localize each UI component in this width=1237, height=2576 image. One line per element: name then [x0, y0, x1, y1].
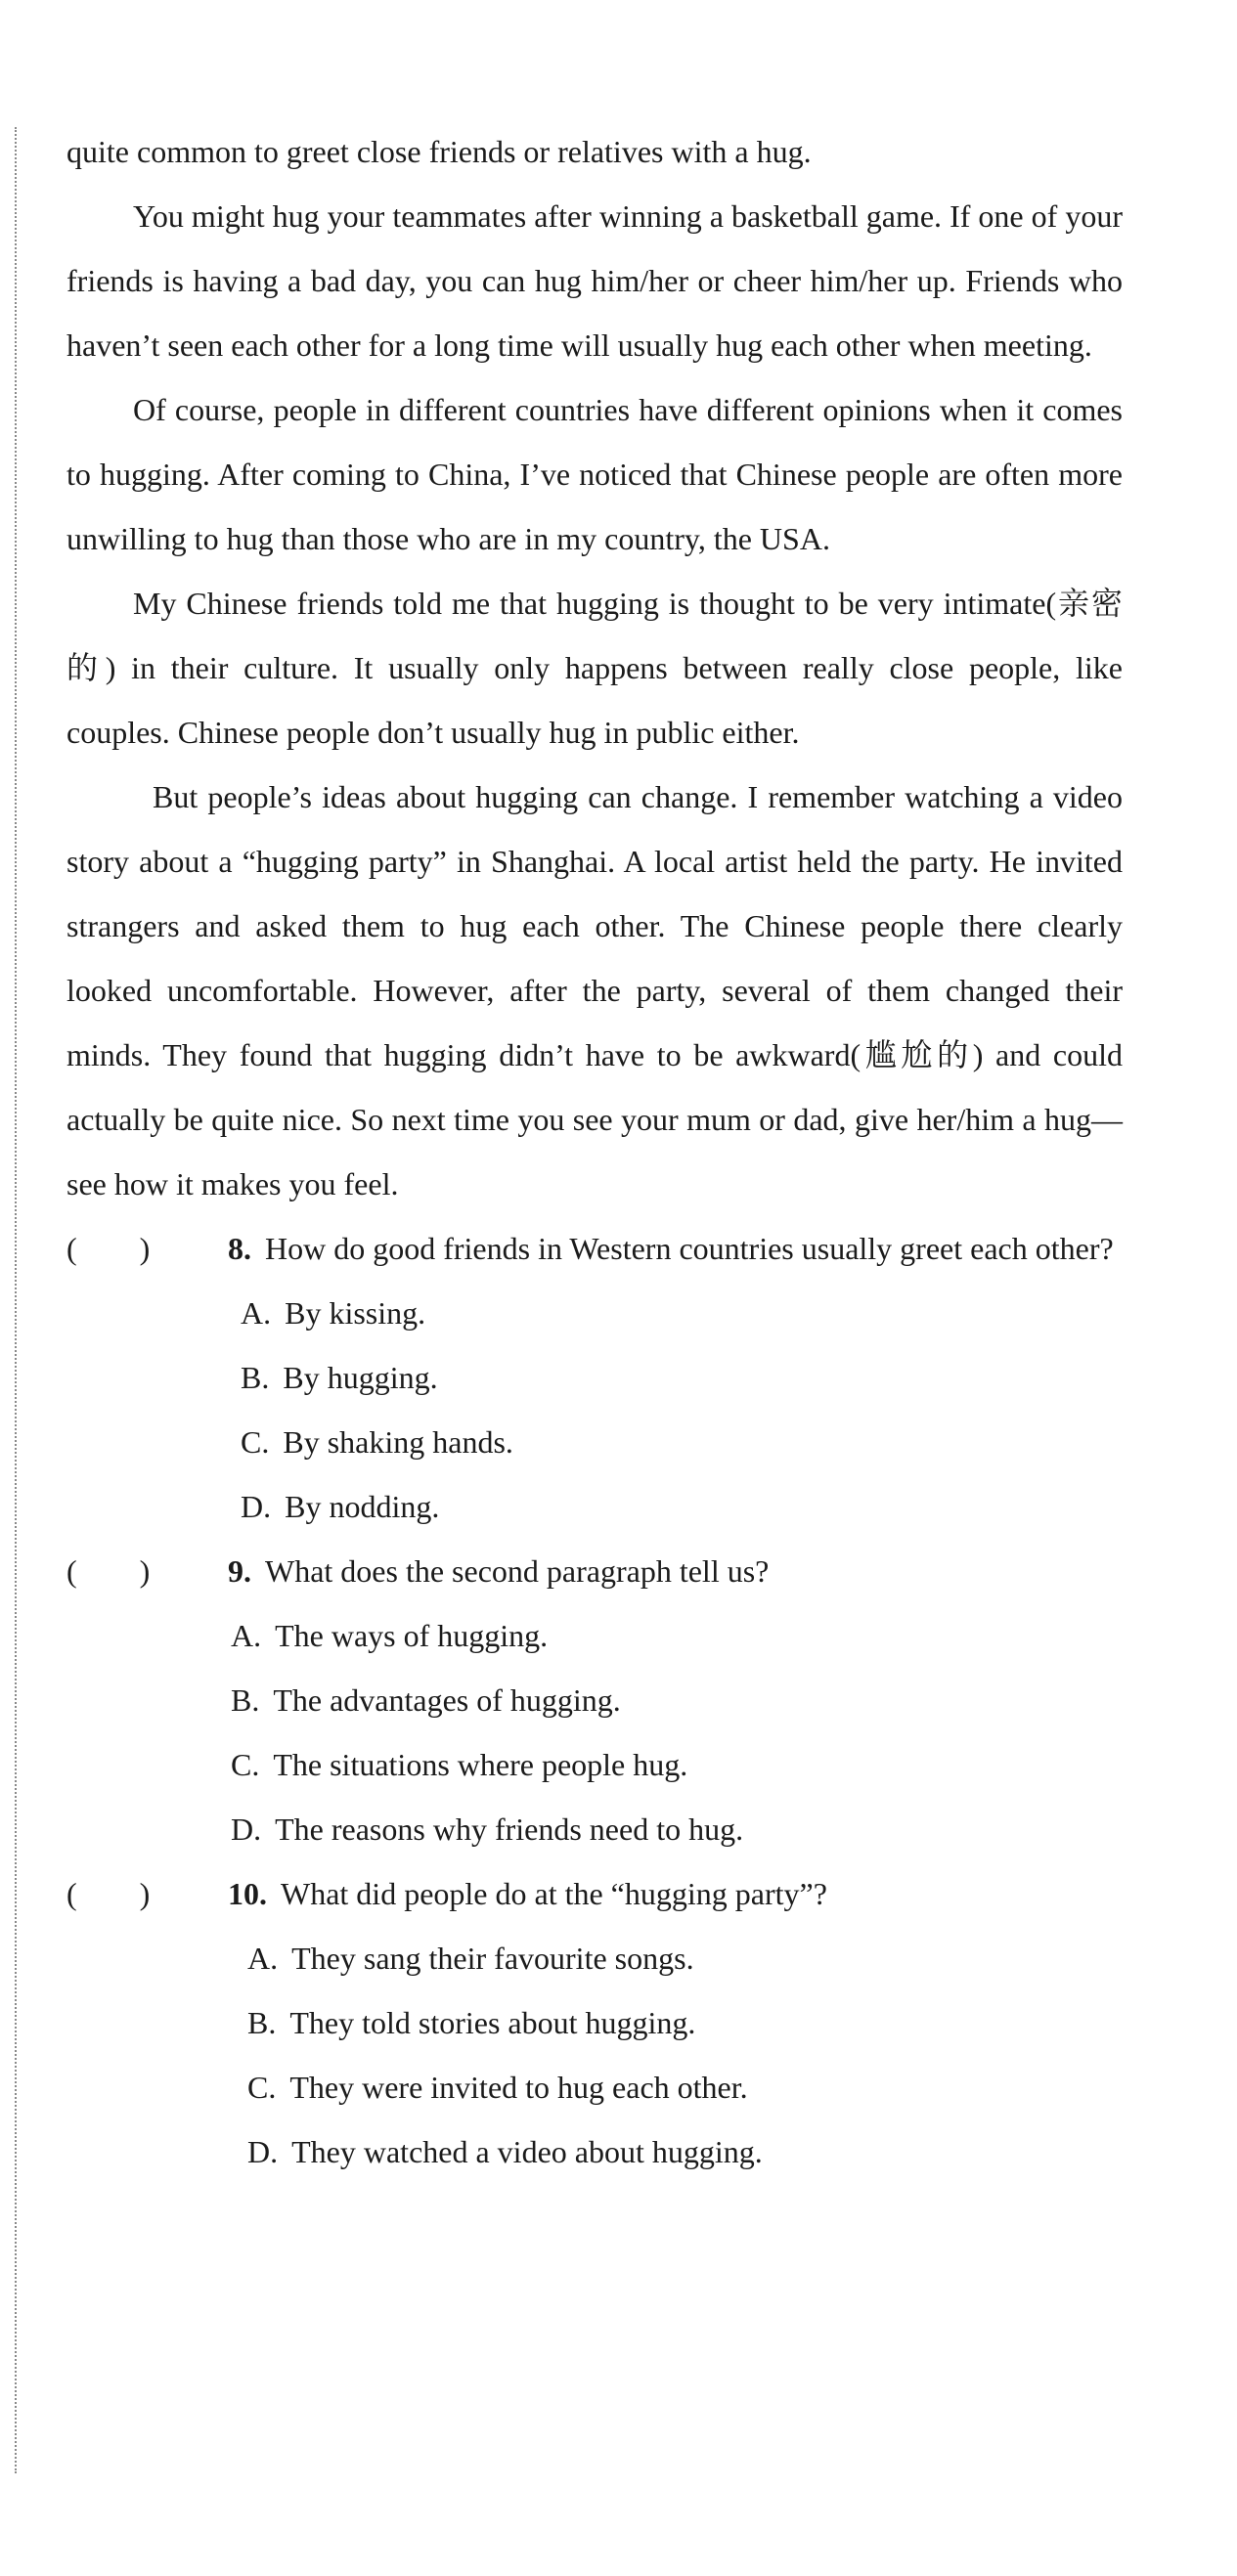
option-letter: B. — [247, 2005, 277, 2040]
answer-bracket[interactable]: ( ) — [66, 1231, 151, 1266]
option-c[interactable] — [247, 2055, 1123, 2119]
option-d[interactable] — [247, 2119, 1123, 2184]
question-8 — [66, 1216, 1123, 1539]
question-text: What did people do at the “hugging party”? — [281, 1876, 827, 1911]
option-text: The advantages of hugging. — [273, 1682, 621, 1718]
option-a[interactable] — [241, 1281, 1123, 1345]
question-number: 8. — [228, 1231, 251, 1266]
option-letter: C. — [241, 1424, 270, 1460]
option-list — [66, 1603, 1123, 1861]
question-number: 10. — [228, 1876, 267, 1911]
margin-dotted-rule — [15, 127, 17, 2473]
option-d[interactable] — [231, 1797, 1123, 1861]
option-a[interactable] — [231, 1603, 1123, 1668]
question-text: What does the second paragraph tell us? — [265, 1553, 770, 1589]
option-text: The reasons why friends need to hug. — [275, 1812, 744, 1847]
passage-paragraph-2: Of course, people in different countries have different opinions when it comes to hugging. After coming to China, I’ve noticed that Chinese people are often more unwilling to hug than those who are in my country, the USA. — [66, 392, 1123, 556]
option-text: The situations where people hug. — [273, 1747, 688, 1782]
passage-paragraph-0: quite common to greet close friends or relatives with a hug. — [66, 134, 812, 169]
option-letter: D. — [231, 1812, 262, 1847]
option-text: They sang their favourite songs. — [291, 1941, 694, 1976]
question-9 — [66, 1539, 1123, 1861]
question-number: 9. — [228, 1553, 251, 1589]
option-b[interactable] — [241, 1345, 1123, 1410]
option-text: By nodding. — [285, 1489, 440, 1524]
option-text: The ways of hugging. — [275, 1618, 549, 1653]
option-letter: C. — [247, 2070, 277, 2105]
option-letter: A. — [241, 1295, 272, 1331]
option-list — [66, 1926, 1123, 2184]
option-letter: C. — [231, 1747, 260, 1782]
option-letter: D. — [247, 2134, 279, 2169]
option-d[interactable] — [241, 1474, 1123, 1539]
question-10 — [66, 1861, 1123, 2184]
option-list — [66, 1281, 1123, 1539]
option-b[interactable] — [247, 1990, 1123, 2055]
option-text: They watched a video about hugging. — [291, 2134, 763, 2169]
option-text: They told stories about hugging. — [289, 2005, 696, 2040]
option-text: They were invited to hug each other. — [289, 2070, 748, 2105]
option-text: By shaking hands. — [283, 1424, 513, 1460]
option-a[interactable] — [247, 1926, 1123, 1990]
option-letter: D. — [241, 1489, 272, 1524]
answer-bracket[interactable]: ( ) — [66, 1876, 151, 1911]
question-text: How do good friends in Western countries usually greet each other? — [265, 1231, 1114, 1266]
option-text: By hugging. — [283, 1360, 438, 1395]
option-letter: B. — [231, 1682, 260, 1718]
option-letter: A. — [231, 1618, 262, 1653]
option-b[interactable] — [231, 1668, 1123, 1732]
passage-paragraph-4: But people’s ideas about hugging can change. I remember watching a video story about a “hugging party” in Shanghai. A local artist held the party. He invited strangers and asked them to hug each other. The Chinese people there clearly looked uncomfortable. However, after the party, several of them changed their minds. They found that hugging didn’t have to be awkward(尴尬的) and could actually be quite nice. So next time you see your mum or dad, give her/him a hug—see how it makes you feel. — [66, 779, 1123, 1201]
option-letter: B. — [241, 1360, 270, 1395]
option-letter: A. — [247, 1941, 279, 1976]
option-text: By kissing. — [285, 1295, 426, 1331]
reading-passage-page — [66, 119, 1123, 2184]
passage-paragraph-1: You might hug your teammates after winning a basketball game. If one of your friends is having a bad day, you can hug him/her or cheer him/her up. Friends who haven’t seen each other for a long time will usually hug each other when meeting. — [66, 198, 1123, 363]
passage-paragraph-3: My Chinese friends told me that hugging is thought to be very intimate(亲密的) in their culture. It usually only happens between really close people, like couples. Chinese people don’t usually hug in public either. — [66, 586, 1123, 750]
option-c[interactable] — [231, 1732, 1123, 1797]
option-c[interactable] — [241, 1410, 1123, 1474]
answer-bracket[interactable]: ( ) — [66, 1553, 151, 1589]
